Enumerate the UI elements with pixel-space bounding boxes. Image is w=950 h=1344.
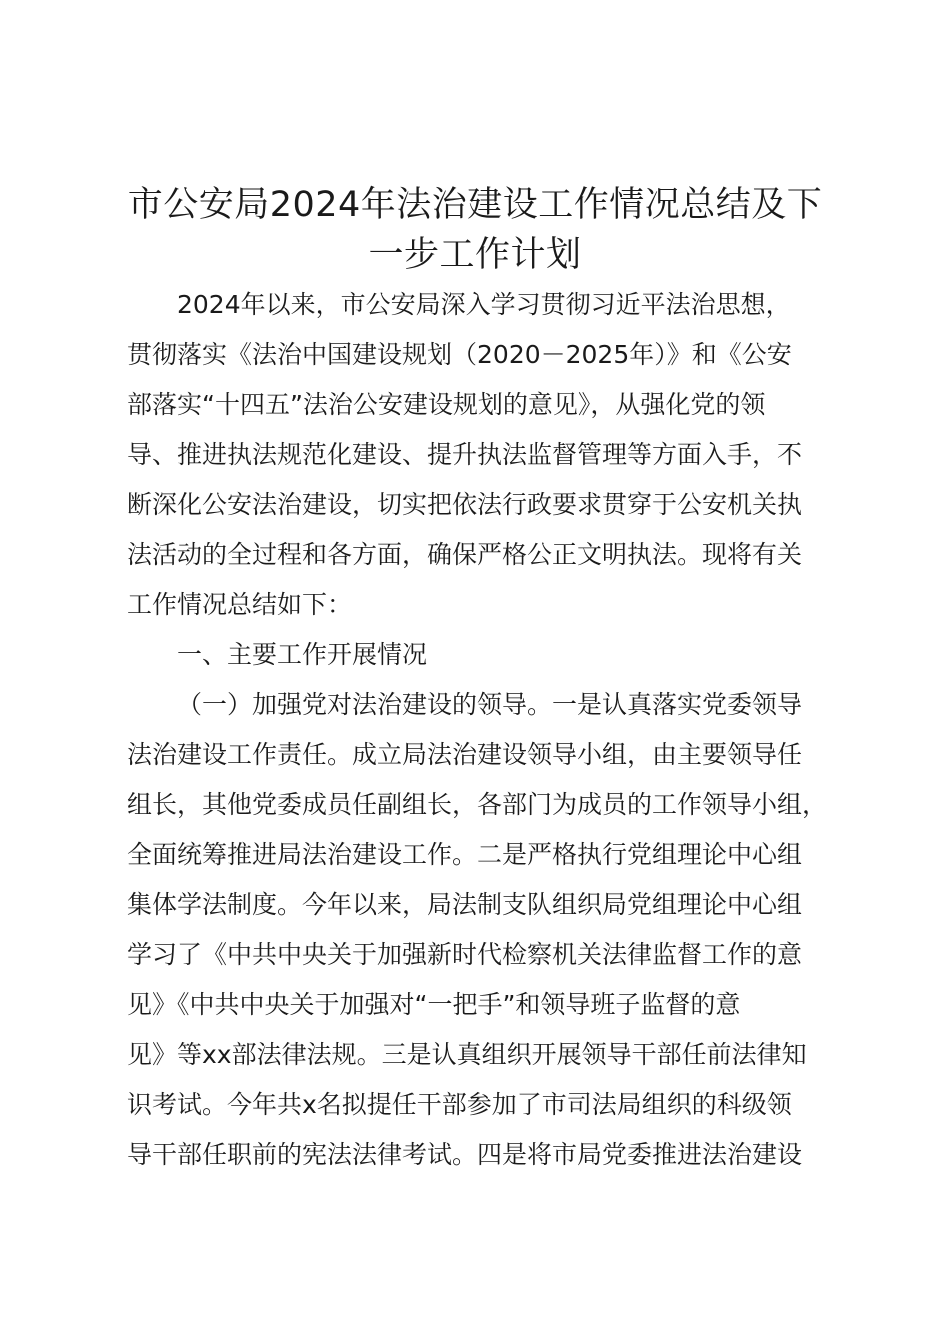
body-text-line: 导、推进执法规范化建设、提升执法监督管理等方面入手，不 [127, 440, 803, 469]
body-text-line: 集体学法制度。今年以来，局法制支队组织局党组理论中心组 [127, 890, 803, 919]
document-title-line-2: 一步工作计划 [368, 235, 582, 275]
body-text-line: 断深化公安法治建设，切实把依法行政要求贯穿于公安机关执 [127, 490, 803, 519]
body-text-line: 学习了《中共中央关于加强新时代检察机关法律监督工作的意 [127, 940, 803, 969]
body-text-line: 2024年以来，市公安局深入学习贯彻习近平法治思想， [177, 290, 791, 319]
body-text-line: 全面统筹推进局法治建设工作。二是严格执行党组理论中心组 [127, 840, 803, 869]
document-title-line-1: 市公安局2024年法治建设工作情况总结及下 [127, 185, 823, 225]
document-body [127, 280, 847, 1180]
body-text-line: （一）加强党对法治建设的领导。一是认真落实党委领导 [177, 690, 803, 719]
body-text-line: 法治建设工作责任。成立局法治建设领导小组，由主要领导任 [127, 740, 803, 769]
document-title [110, 180, 840, 280]
body-text-line: 法活动的全过程和各方面，确保严格公正文明执法。现将有关 [127, 540, 803, 569]
body-text-line: 部落实“十四五”法治公安建设规划的意见》，从强化党的领 [127, 390, 766, 419]
body-text-line: 一、主要工作开展情况 [177, 640, 428, 669]
body-text-line: 见》《中共中央关于加强对“一把手”和领导班子监督的意 [127, 990, 741, 1019]
body-text-line: 工作情况总结如下： [127, 590, 353, 619]
body-text-line: 组长，其他党委成员任副组长，各部门为成员的工作领导小组， [127, 790, 828, 819]
body-text-line: 识考试。今年共x名拟提任干部参加了市司法局组织的科级领 [127, 1090, 792, 1119]
body-text-line: 贯彻落实《法治中国建设规划（2020－2025年）》和《公安 [127, 340, 792, 369]
body-text-line: 见》等xx部法律法规。三是认真组织开展领导干部任前法律知 [127, 1040, 807, 1069]
body-text-line: 导干部任职前的宪法法律考试。四是将市局党委推进法治建设 [127, 1140, 803, 1169]
